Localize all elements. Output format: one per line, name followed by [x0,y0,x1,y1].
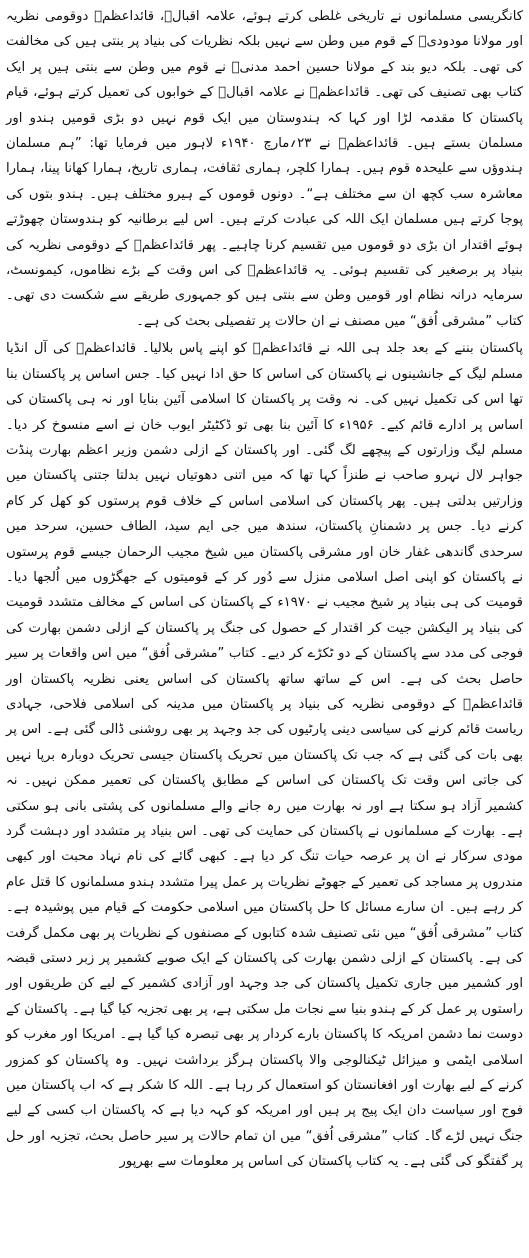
article-paragraph-2: پاکستان بننے کے بعد جلد ہی اللہ نے قائداعظمؒ کو اپنے پاس بلالیا۔ قائداعظمؒ کی آل انڈیا مسلم لیگ کے جانشینوں نے پاکستان کی اساس کا حق ادا نہیں کیا۔ جس اساس پر پاکستان بنا تھا اس کی تکمیل نہیں کی۔ نہ وقت پر پاکستان کا اسلامی آئین بنایا اور نہ ہی پاکستان کی اساس پر ادارے قائم کیے۔ ۱۹۵۶ء کا آئین بنا بھی تو ڈکٹیٹر ایوب خان نے اسے منسوخ کر دیا۔ مسلم لیگ وزارتوں کے پیچھے لگ گئی۔ اور پاکستان کے ازلی دشمن وزیر اعظم بھارت پنڈت جواہر لال نہرو صاحب نے طنزاً کہا تھا کہ میں اتنی دھوتیاں نہیں بدلتا جتنی پاکستان میں وزارتیں بدلتی ہیں۔ پھر پاکستان کی اسلامی اساس کے خلاف قوم پرستوں کو کھل کر کام کرنے دیا۔ جس پر دشمنانِ پاکستان، سندھ میں جی ایم سید، الطاف حسین، سرحد میں سرحدی گاندھی غفار خان اور مشرقی پاکستان میں شیخ مجیب الرحمان جیسے قوم پرستوں نے پاکستان کو اپنی اصل اسلامی منزل سے دُور کر کے قومیتوں کے جھگڑوں میں اُلجھا دیا۔ قومیت کی ہی بنیاد پر شیخ مجیب نے ۱۹۷۰ء کے پاکستان کی اساس کے مخالف متشدد قومیت کی بنیاد پر الیکشن جیت کر اقتدار کے حصول کی جنگ پر پاکستان کے ازلی دشمن بھارت کی فوجی کی مدد سے پاکستان کے دو ٹکڑے کر دیے۔ کتاب ”مشرقی اُفق“ میں اس واقعات پر سیر حاصل بحث کی ہے۔ اس کے ساتھ ساتھ پاکستان کی اساس یعنی نظریہ پاکستان اور قائداعظمؒ کے دوقومی نظریہ کی بنیاد پر پاکستان میں مدینہ کی اسلامی فلاحی، جہادی ریاست قائم کرنے کی سیاسی دینی پارٹیوں کی جد وجہد پر بھی روشنی ڈالی گئی ہے۔ اس پر بھی بات کی گئی ہے کہ جب تک پاکستان میں تحریک پاکستان جیسی تحریک دوبارہ برپا نہیں کی جاتی اس وقت تک پاکستان کی اساس کے مطابق پاکستان کی تعمیر ممکن نہیں۔ نہ کشمیر آزاد ہو سکتا ہے اور نہ بھارت میں رہ جانے والے مسلمانوں کی پشتی بانی ہو سکتی ہے۔ بھارت کے مسلمانوں نے پاکستان کی حمایت کی تھی۔ اس بنیاد پر متشدد اور دہشت گرد مودی سرکار نے ان پر عرصہ حیات تنگ کر دیا ہے۔ کبھی گائے کی نام نہاد محبت اور کبھی مندروں پر مساجد کی تعمیر کے جھوٹے نظریات پر عمل پیرا متشدد ہندو مسلمانوں کا قتل عام کر رہے ہیں۔ ان سارے مسائل کا حل پاکستان میں اسلامی حکومت کے قیام میں پوشیدہ ہے۔ کتاب ”مشرقی اُفق“ میں نئی تصنیف شدہ کتابوں کے مصنفوں کے نظریات پر بھی مکمل گرفت کی ہے۔ پاکستان کے ازلی دشمن بھارت کی پاکستان کے ایک صوبے کشمیر پر زبر دستی قبضہ اور کشمیر میں جاری تکمیل پاکستان کی جد وجہد اور آزادی کشمیر کے لیے کن طریقوں اور راستوں پر عمل کر کے ہندو بنیا سے نجات مل سکتی ہے، پر بھی تجزیہ کیا گیا ہے۔ پاکستان کے دوست نما دشمن امریکہ کا پاکستان بارے کردار پر بھی تبصرہ کیا گیا ہے۔ امریکا اور مغرب کو اسلامی ایٹمی و میزائل ٹیکنالوجی والا پاکستان ہرگز برداشت نہیں۔ وہ پاکستان کو کمزور کرنے کے لیے بھارت اور افغانستان کو استعمال کر رہا ہے۔ اللہ کا شکر ہے کہ اب پاکستان میں فوج اور سیاست دان ایک پیج پر ہیں اور امریکہ کو کہہ دیا ہے کہ پاکستان اب کسی کے لیے جنگ نہیں لڑے گا۔ کتاب ”مشرقی اُفق“ میں ان تمام حالات پر سیر حاصل بحث، تجزیہ اور حل پر گفتگو کی گئی ہے۔ یہ کتاب پاکستان کی اساس پر معلومات سے بھرپور [6,341,523,1170]
article-paragraph-1: کانگریسی مسلمانوں نے تاریخی غلطی کرتے ہوئے، علامہ اقبالؒ، قائداعظمؒ دوقومی نظریہ اور مولانا مودودیؒ کے قوم میں وطن سے نہیں بلکہ نظریات کی بنیاد پر بنتی ہیں کی مخالفت کی تھی۔ بلکہ دیو بند کے مولانا حسین احمد مدنیؒ نے قوم میں وطن سے بنتی ہیں پر ایک کتاب بھی تصنیف کی تھی۔ قائداعظمؒ نے علامہ اقبالؒ کے خوابوں کی تعمیل کرتے ہوئے، قیام پاکستان کا مقدمہ لڑا اور کہا کہ ہندوستان میں ایک قوم نہیں دو بڑی قومیں ہندو اور مسلمان بستے ہیں۔ قائداعظمؒ نے ۲۳؍مارچ ۱۹۴۰ء لاہور میں فرمایا تھا: ”ہم مسلمان ہندوؤں سے علیحدہ قوم ہیں۔ ہمارا کلچر، ہماری ثقافت، ہماری تاریخ، ہمارا کھانا پینا، ہمارا معاشرہ سب کچھ ان سے مختلف ہے“۔ دونوں قوموں کے ہیرو مختلف ہیں۔ ہندو بتوں کی پوجا کرتے ہیں مسلمان ایک اللہ کی عبادت کرتے ہیں۔ اس لیے برطانیہ کو ہندوستان چھوڑتے ہوئے اقتدار ان بڑی دو قوموں میں تقسیم کرنا چاہیے۔ پھر قائداعظمؒ کے دوقومی نظریہ کی بنیاد پر برصغیر کی تقسیم ہوئی۔ یہ قائداعظمؒ کی اس وقت کے بڑے نظاموں، کیمونسٹ، سرمایہ درانہ نظام اور قومیں وطن سے بنتی ہیں کو جمہوری طریقے سے شکست دی تھی۔ کتاب ”مشرقی اُفق“ میں مصنف نے ان حالات پر تفصیلی بحث کی ہے۔ [6,9,524,329]
